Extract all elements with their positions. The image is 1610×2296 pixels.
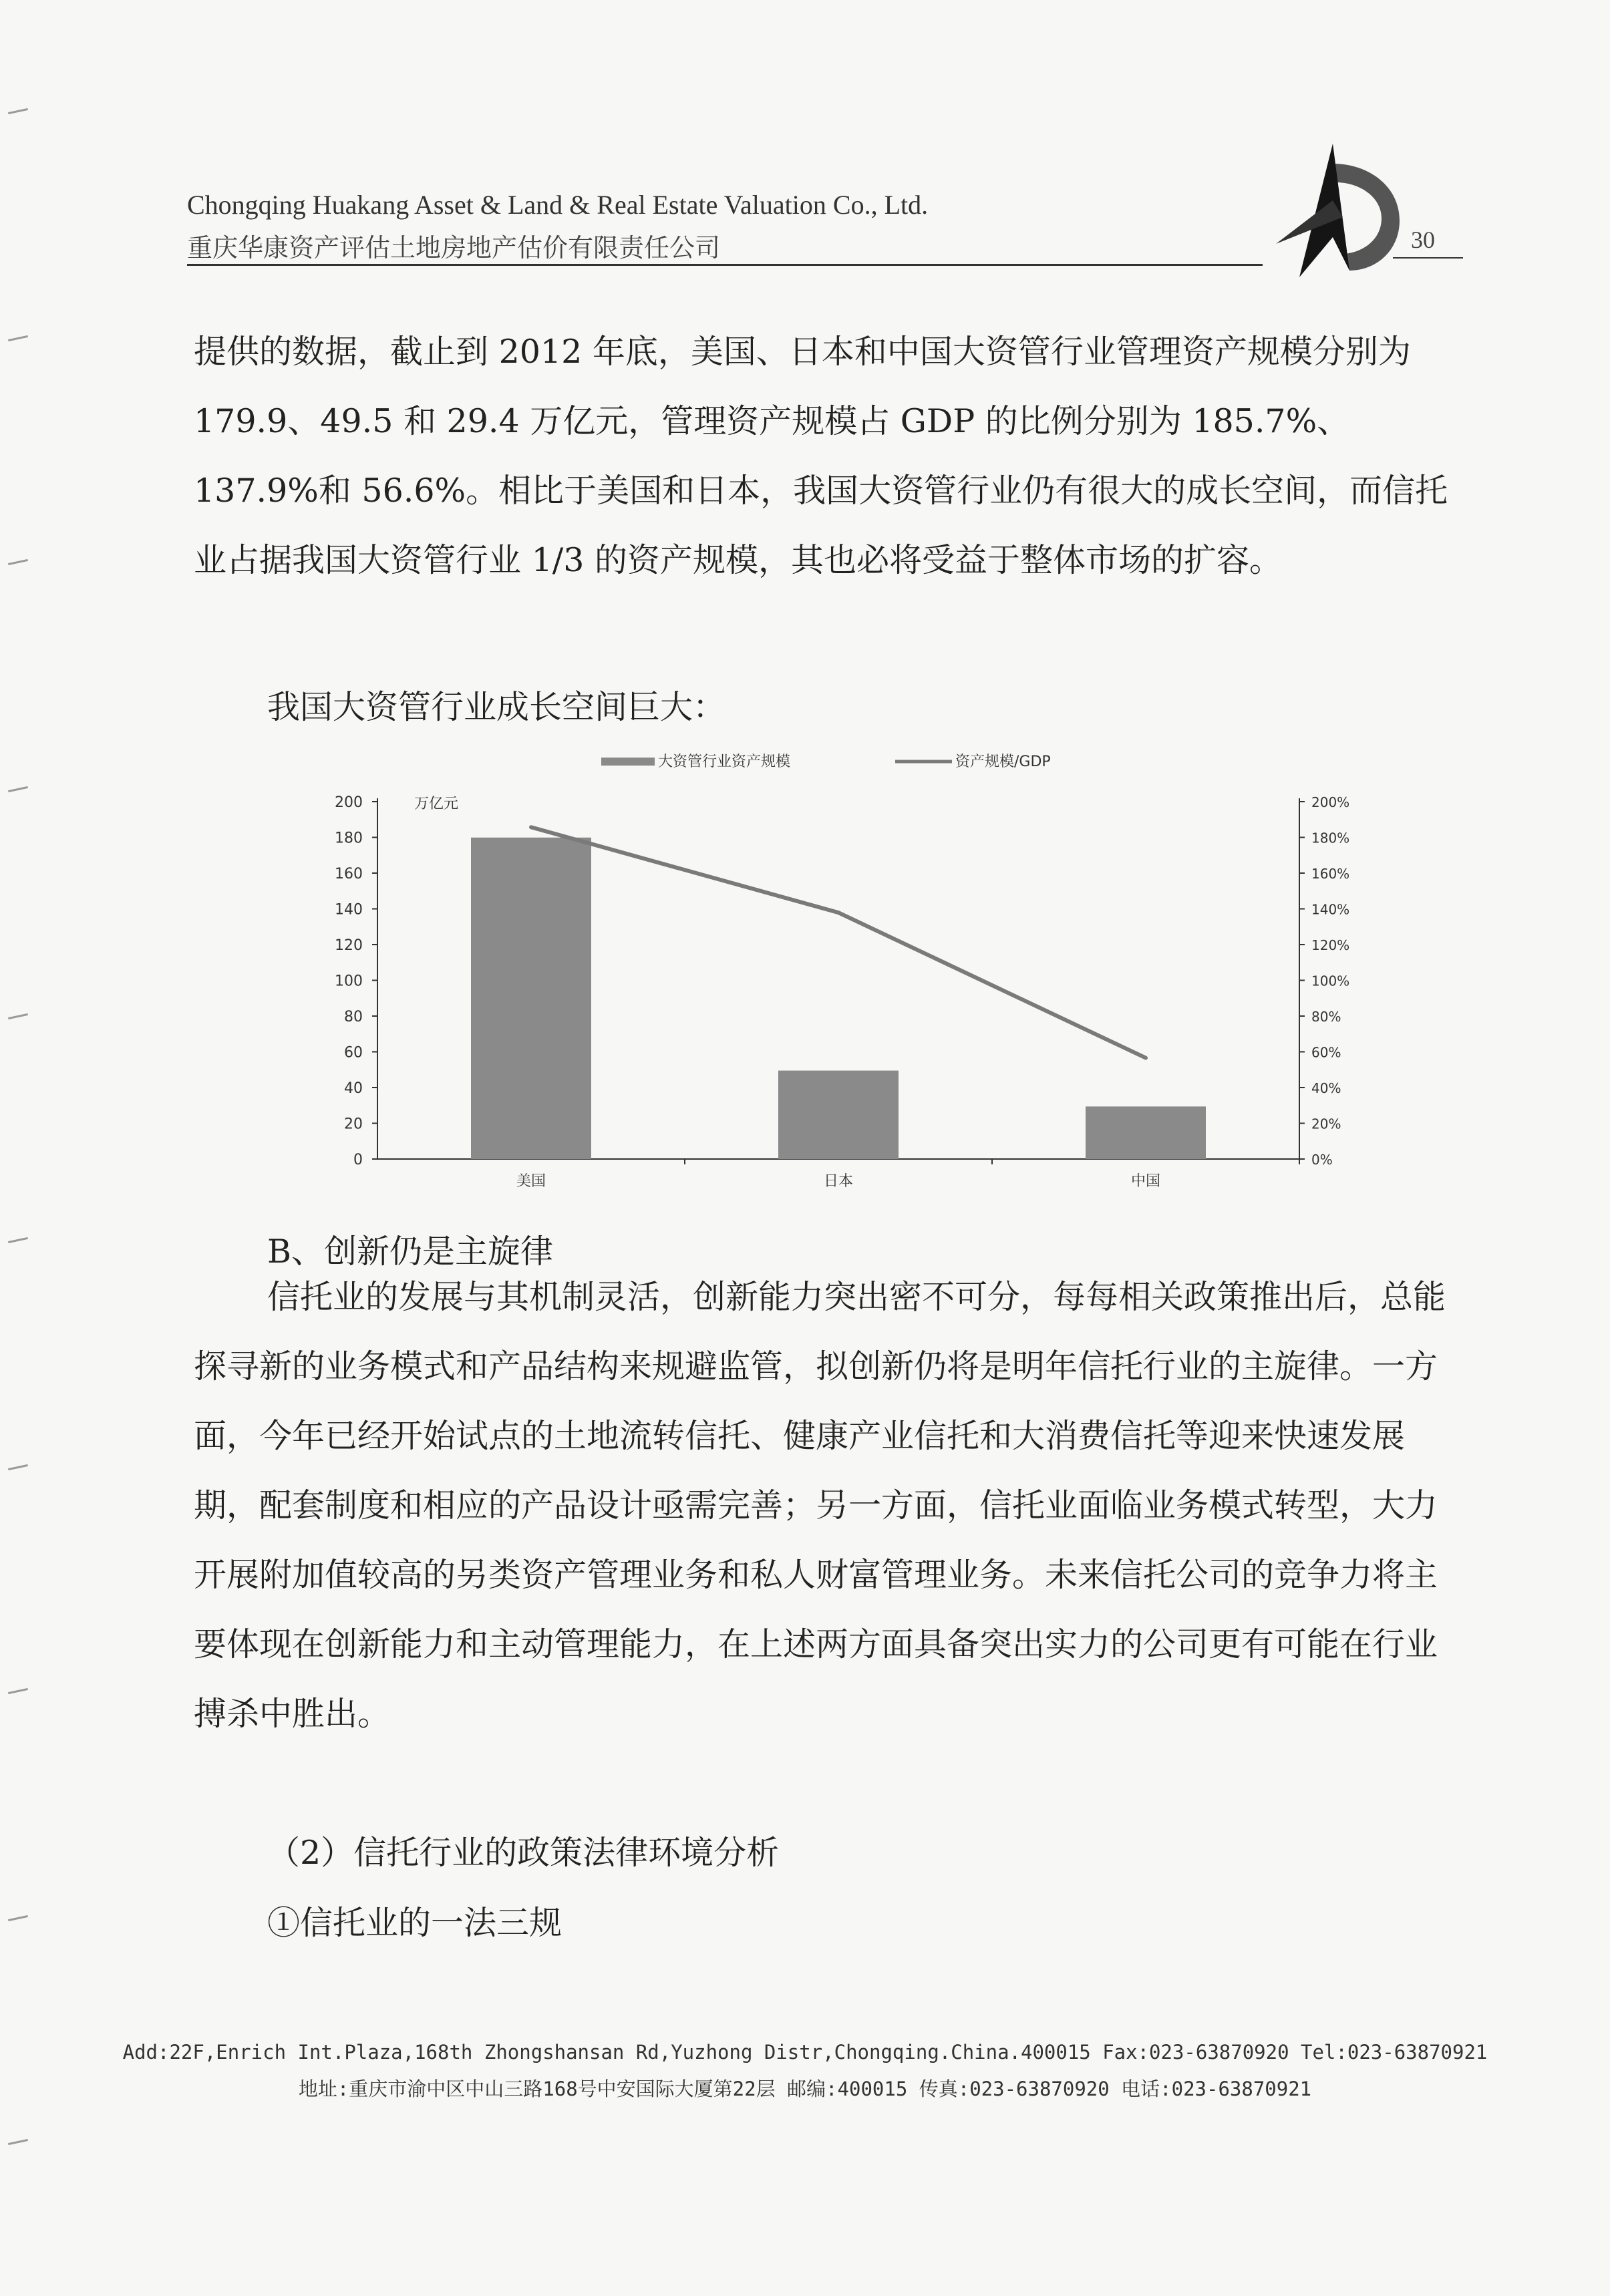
heading-policy-environment: （2）信托行业的政策法律环境分析 [267,1834,780,1872]
y2-tick-label: 100% [1311,973,1350,989]
y-tick-label: 120 [335,937,363,954]
y-tick-label: 40 [344,1080,363,1097]
y2-tick-label: 20% [1311,1116,1341,1132]
scan-edge-mark [8,108,28,114]
heading-innovation: B、创新仍是主旋律 [267,1233,554,1271]
company-name-zh: 重庆华康资产评估土地房地产估价有限责任公司 [187,233,721,263]
footer-address-zh: 地址:重庆市渝中区中山三路168号中安国际大厦第22层 邮编:400015 传真:023-63870920 电话:023-63870921 [298,2078,1312,2100]
asset-management-chart [261,738,1396,1206]
legend-label-line: 资产规模/GDP [955,754,1051,770]
bar-2 [778,1071,899,1159]
paragraph-market-size: 提供的数据，截止到 2012 年底，美国、日本和中国大资管行业管理资产规模分别为 179.9、49.5 和 29.4 万亿元，管理资产规模占 GDP 的比例分别为 185.7%、137.9%和 56.6%。相比于美国和日本，我国大资管行业仍有很大的成长空间，而信托业占据我国大资管行业 1/3 的资产规模，其也必将受益于整体市场的扩容。 [194,333,1448,579]
y2-tick-label: 40% [1311,1080,1341,1096]
y2-tick-label: 80% [1311,1009,1341,1025]
line-point-2 [836,911,840,915]
chart-caption: 我国大资管行业成长空间巨大： [267,688,726,726]
page-number: 30 [1411,226,1435,253]
y-tick-label: 180 [335,830,363,847]
scan-edge-mark [8,1688,28,1694]
y-tick-label: 160 [335,866,363,882]
y2-tick-label: 200% [1311,794,1350,810]
line-point-3 [1144,1056,1148,1060]
y-tick-label: 100 [335,973,363,990]
company-logo [1269,137,1403,284]
y2-tick-label: 60% [1311,1044,1341,1061]
scan-edge-mark [8,1464,28,1470]
x-tick-label: 美国 [516,1173,546,1190]
y2-tick-label: 120% [1311,937,1350,953]
y-tick-label: 200 [335,794,363,811]
bar-3 [1086,1106,1206,1159]
legend-label-bar: 大资管行业资产规模 [658,754,791,770]
scan-edge-mark [8,1915,28,1921]
x-tick-label: 日本 [823,1173,854,1190]
page-number-rule [1393,257,1463,259]
company-name-en: Chongqing Huakang Asset & Land & Real Estate Valuation Co., Ltd. [187,190,929,220]
y-tick-label: 20 [344,1116,363,1133]
scan-edge-mark [8,1013,28,1019]
paragraph-innovation: 信托业的发展与其机制灵活，创新能力突出密不可分，每每相关政策推出后，总能探寻新的业务模式和产品结构来规避监管，拟创新仍将是明年信托行业的主旋律。一方面，今年已经开始试点的土地流转信托、健康产业信托和大消费信托等迎来快速发展期，配套制度和相应的产品设计亟需完善；另一方面，信托业面临业务模式转型，大力开展附加值较高的另类资产管理业务和私人财富管理业务。未来信托公司的竞争力将主要体现在创新能力和主动管理能力，在上述两方面具备突出实力的公司更有可能在行业搏杀中胜出。 [194,1278,1446,1733]
y-tick-label: 60 [344,1044,363,1061]
legend-swatch-bar [601,758,655,766]
scan-edge-mark [8,2139,28,2145]
y2-tick-label: 180% [1311,830,1350,846]
scan-edge-mark [8,335,28,341]
bar-1 [471,838,591,1159]
scan-edge-mark [8,1237,28,1243]
x-tick-label: 中国 [1130,1173,1161,1190]
y2-tick-label: 0% [1311,1152,1333,1168]
heading-one-law-three-rules: ①信托业的一法三规 [267,1904,562,1942]
scan-edge-mark [8,559,28,565]
footer-address-en: Add:22F,Enrich Int.Plaza,168th Zhongshansan Rd,Yuzhong Distr,Chongqing.China.400015 Fax:023-63870920 Tel:023-63870921 [122,2041,1488,2064]
y2-tick-label: 160% [1311,866,1350,882]
header-rule [187,264,1263,266]
y2-tick-label: 140% [1311,901,1350,918]
y-tick-label: 0 [353,1152,363,1168]
line-point-1 [529,825,533,829]
y-tick-label: 80 [344,1009,363,1025]
scan-edge-mark [8,786,28,792]
y-axis-unit: 万亿元 [414,796,459,812]
y-tick-label: 140 [335,901,363,919]
line-series-asset-gdp [531,827,1146,1057]
chart-legend [601,754,1051,770]
